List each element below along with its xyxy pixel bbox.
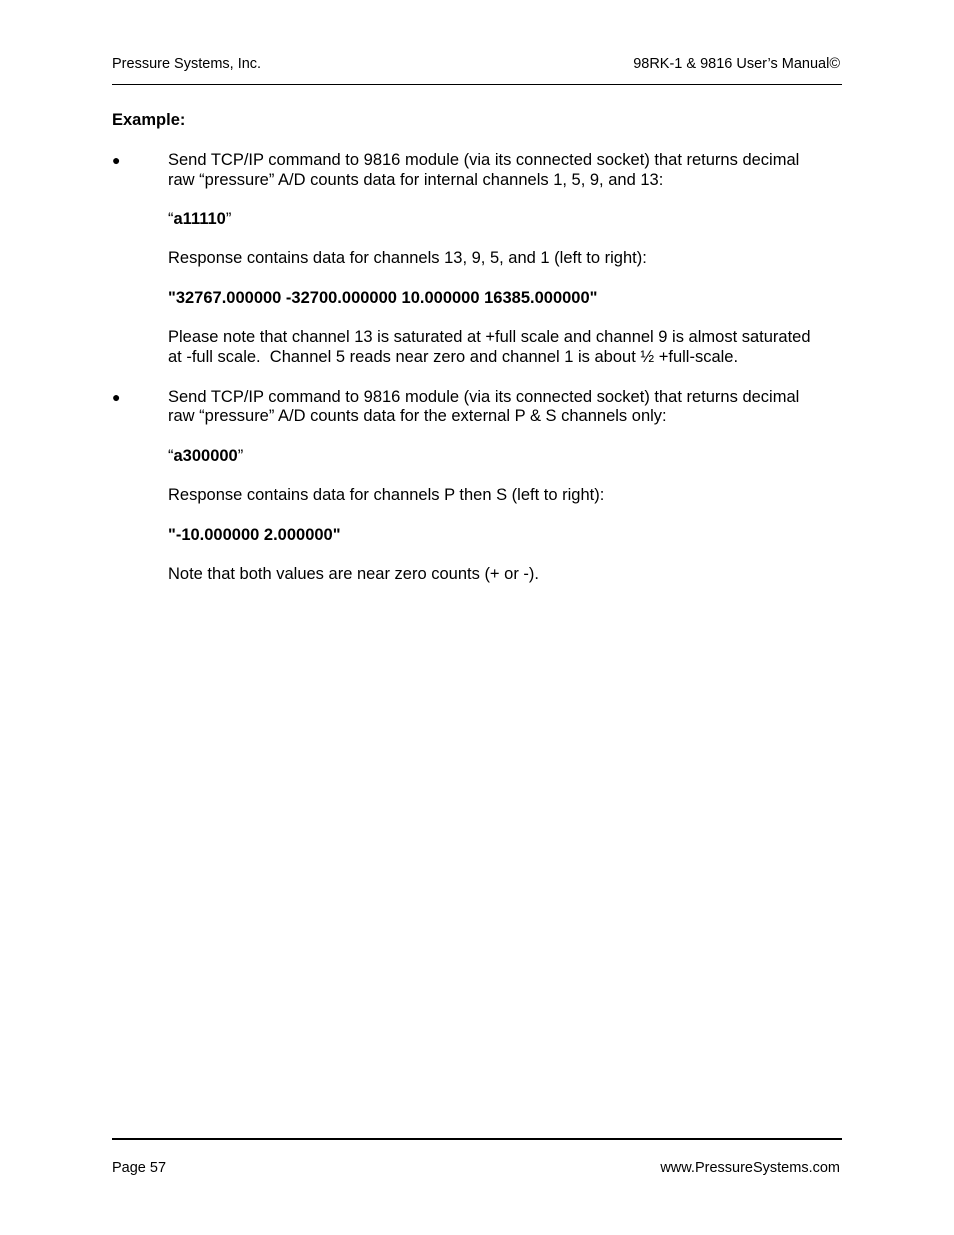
page-footer [112, 1160, 840, 1180]
item1-text-line1: Send TCP/IP command to 9816 module (via its connected socket) that returns decimal [168, 151, 800, 169]
item2-note: Note that both values are near zero counts (+ or -). [168, 565, 539, 583]
section-heading: Example: [112, 111, 186, 129]
footer-rule [112, 1138, 842, 1140]
item2-close-quote: ” [237, 447, 244, 465]
item2-open-quote: “ [168, 447, 174, 465]
item1-note-line2: at -full scale. Channel 5 reads near zero and channel 1 is about ½ +full-scale. [168, 348, 739, 366]
header-company: Pressure Systems, Inc. [112, 56, 262, 72]
bullet-2: ● [112, 389, 121, 405]
item2-text-line2: raw “pressure” A/D counts data for the external P & S channels only: [168, 407, 667, 425]
header-rule [112, 84, 842, 85]
header-manual-title: 98RK-1 & 9816 User’s Manual© [633, 56, 840, 72]
item1-open-quote: “ [168, 210, 174, 228]
item2-command [168, 446, 243, 466]
item2-text-line1: Send TCP/IP command to 9816 module (via its connected socket) that returns decimal [168, 388, 800, 406]
item1-text-line2: raw “pressure” A/D counts data for internal channels 1, 5, 9, and 13: [168, 171, 664, 189]
item2-response: "-10.000000 2.000000" [168, 526, 341, 544]
item1-note-line1: Please note that channel 13 is saturated at +full scale and channel 9 is almost saturated [168, 328, 811, 346]
page-header [112, 56, 840, 76]
footer-website: www.PressureSystems.com [660, 1160, 840, 1176]
item1-response-intro: Response contains data for channels 13, 9, 5, and 1 (left to right): [168, 249, 647, 267]
item2-response-intro: Response contains data for channels P then S (left to right): [168, 486, 605, 504]
item1-command-code: a11110 [173, 210, 226, 228]
item1-close-quote: ” [225, 210, 232, 228]
item1-response: "32767.000000 -32700.000000 10.000000 16385.000000" [168, 289, 598, 307]
footer-page-number: Page 57 [112, 1160, 167, 1176]
item1-command [168, 209, 231, 229]
bullet-1: ● [112, 152, 121, 168]
item2-command-code: a300000 [173, 447, 238, 465]
